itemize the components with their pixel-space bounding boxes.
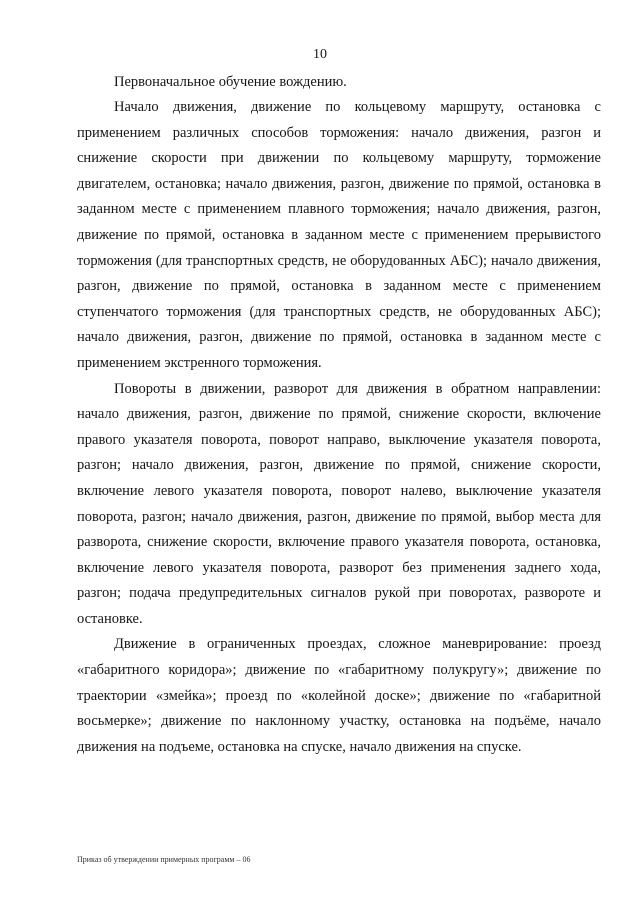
paragraph-maneuvering: Движение в ограниченных проездах, сложное маневрирование: проезд «габаритного коридора»; движение по «габаритному полукругу»; движение по траектории «змейка»; проезд по «колейной доске»; движение по «габаритной восьмерке»; движение по наклонному участку, остановка на подъёме, начало движения на подъеме, остановка на спуске, начало движения на спуске. [77,636,601,755]
paragraph-turns: Повороты в движении, разворот для движения в обратном направлении: начало движения, разгон, движение по прямой, снижение скорости, включение правого указателя поворота, поворот направо, выключение указателя поворота, разгон; начало движения, разгон, движение по прямой, снижение скорости, включение левого указателя поворота, поворот налево, выключение указателя поворота, разгон; начало движения, разгон, движение по прямой, выбор места для разворота, снижение скорости, включение правого указателя поворота, остановка, включение левого указателя поворота, разворот без применения заднего хода, разгон; подача предупредительных сигналов рукой при поворотах, развороте и остановке. [77,380,601,627]
document-body [77,69,601,760]
page-footer: Приказ об утверждении примерных программ – 06 [77,855,251,864]
paragraph-driving-start: Начало движения, движение по кольцевому маршруту, остановка с применением различных способов торможения: начало движения, разгон и снижение скорости при движении по кольцевому маршруту, торможение двигателем, остановка; начало движения, разгон, движение по прямой, остановка в заданном месте с применением плавного торможения; начало движения, разгон, движение по прямой, остановка в заданном месте с применением прерывистого торможения (для транспортных средств, не оборудованных АБС); начало движения, разгон, движение по прямой, остановка в заданном месте с применением ступенчатого торможения (для транспортных средств, не оборудованных АБС); начало движения, разгон, движение по прямой, остановка в заданном месте с применением экстренного торможения. [77,99,601,371]
page-number: 10 [313,47,327,62]
section-heading: Первоначальное обучение вождению. [114,74,347,90]
